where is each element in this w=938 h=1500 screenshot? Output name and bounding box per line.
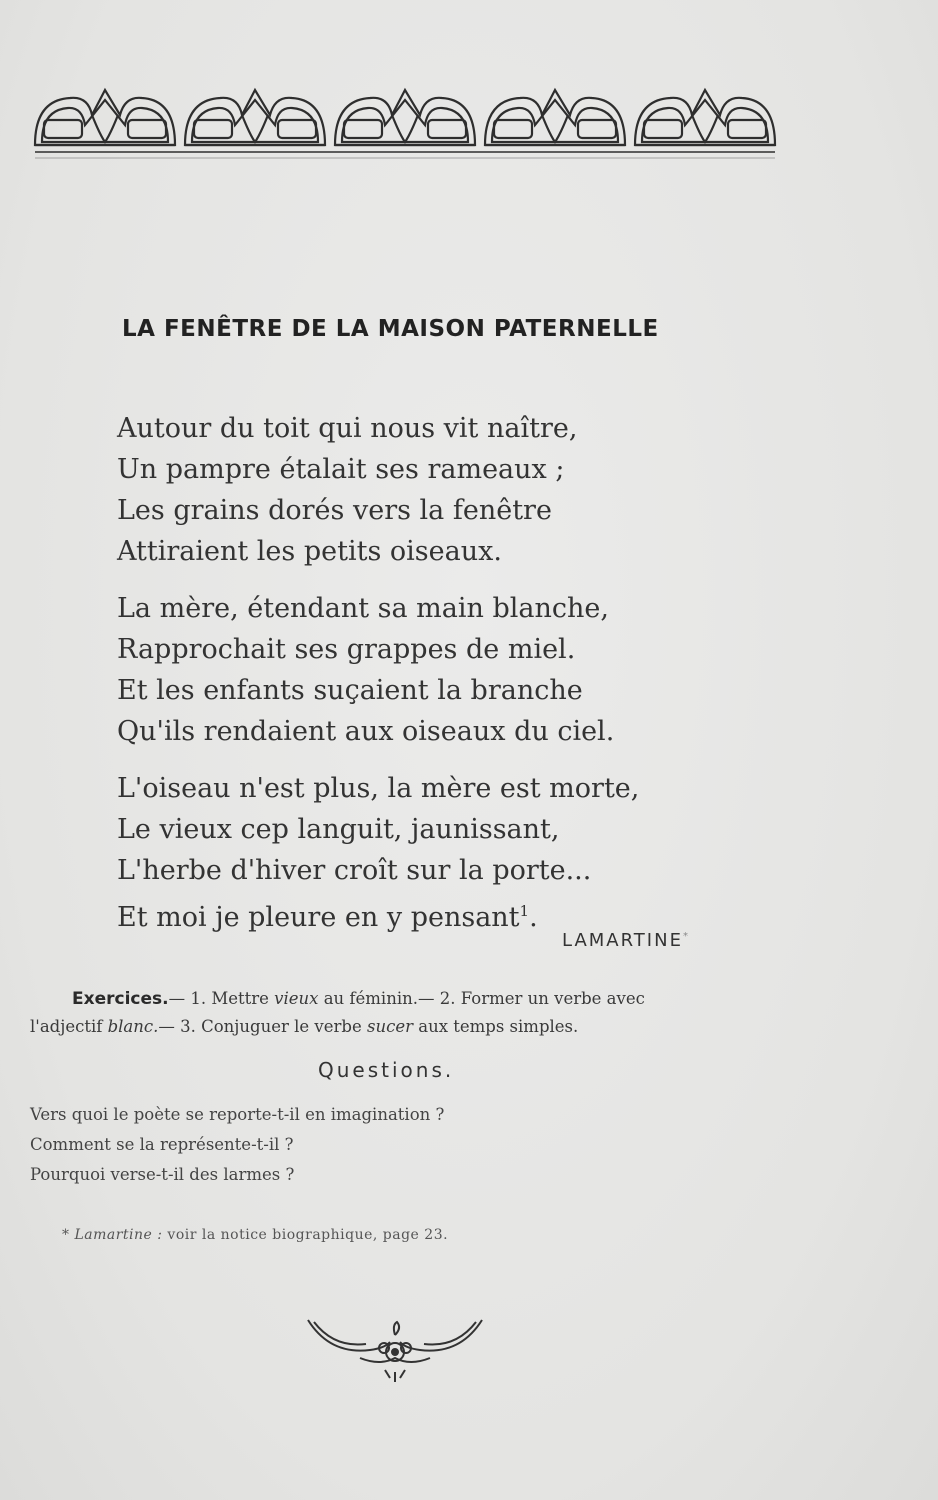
stanza-3 [117,768,639,938]
verse-line: Un pampre étalait ses rameaux ; [117,454,565,485]
footnote [62,1227,448,1243]
exercise-word: vieux [274,989,319,1008]
footnote-marker: 1 [519,902,530,920]
stanza-1 [117,408,577,572]
exercises-line-2 [30,1013,775,1041]
footnote-name: Lamartine : [74,1227,163,1243]
verse-line: Autour du toit qui nous vit naître, [117,413,578,444]
decorative-frieze [30,70,780,180]
exercise-word: sucer [366,1017,413,1036]
verse-line: Et les enfants suçaient la branche [117,675,583,706]
exercise-text: — 3. Conjuguer le verbe [158,1017,367,1036]
exercises-section [30,985,775,1041]
author-signature [562,930,690,951]
exercises-line-1 [30,985,775,1013]
exercise-text: — 1. Mettre [168,989,275,1008]
exercise-text: l'adjectif [30,1017,108,1036]
verse-line: La mère, étendant sa main blanche, [117,593,609,624]
exercise-text: au féminin.— 2. Former un verbe avec [318,989,645,1008]
exercises-label: Exercices. [72,989,169,1009]
footnote-asterisk: * [62,1227,75,1243]
author-name: LAMARTINE [562,930,683,951]
question-item: Comment se la représente-t-il ? [30,1135,294,1154]
verse-line: Attiraient les petits oiseaux. [117,536,502,567]
exercise-word: blanc. [107,1017,159,1036]
author-marker: * [682,931,690,942]
footnote-text: voir la notice biographique, page 23. [162,1227,449,1243]
verse-line: Qu'ils rendaient aux oiseaux du ciel. [117,716,615,747]
question-item: Pourquoi verse-t-il des larmes ? [30,1165,295,1184]
poem-title: LA FENÊTRE DE LA MAISON PATERNELLE [122,316,659,342]
verse-line: L'herbe d'hiver croît sur la porte... [117,855,592,886]
question-item: Vers quoi le poète se reporte-t-il en imagination ? [30,1105,445,1124]
verse-line: Le vieux cep languit, jaunissant, [117,814,560,845]
verse-line: Rapprochait ses grappes de miel. [117,634,576,665]
questions-heading: Questions. [318,1058,455,1082]
questions-list [30,1100,444,1190]
verse-line: Les grains dorés vers la fenêtre [117,495,552,526]
exercise-text: aux temps simples. [412,1017,579,1036]
verse-text: Et moi je pleure en y pensant [117,902,520,933]
stanza-2 [117,588,614,752]
verse-end: . [529,902,538,933]
floral-ornament [300,1300,490,1390]
verse-line: L'oiseau n'est plus, la mère est morte, [117,773,640,804]
